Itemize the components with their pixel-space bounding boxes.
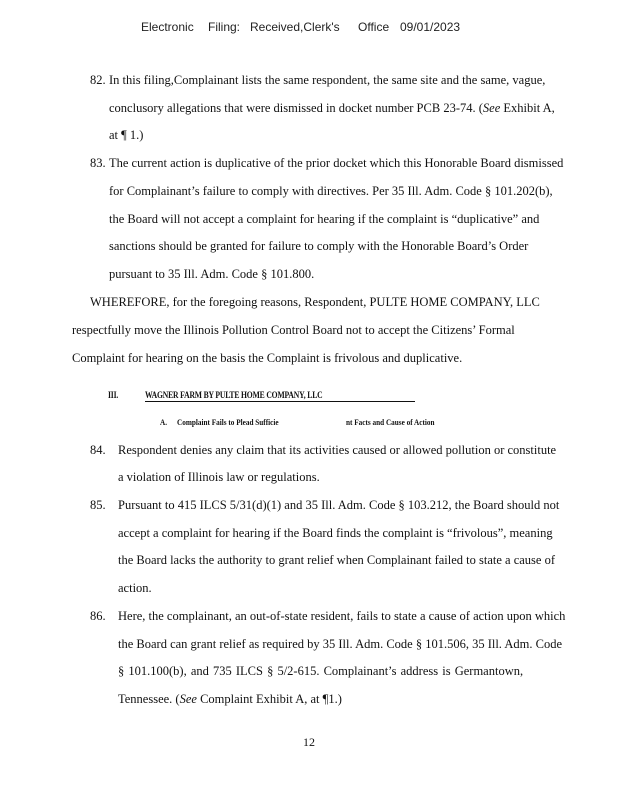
section-numeral: III. [108,390,119,400]
paragraph-line: § 101.100(b), and 735 ILCS § 5/2-615. Complainant’s address is Germantown, [118,664,524,678]
paragraph-line: at ¶ 1.) [109,128,144,142]
paragraph-line: the Board lacks the authority to grant relief when Complainant failed to state a cause of [118,553,556,567]
paragraph-line: the Board can grant relief as required by 35 Ill. Adm. Code § 101.506, 35 Ill. Adm. Code [118,637,563,651]
paragraph-line: sanctions should be granted for failure to comply with the Honorable Board’s Order [109,239,529,253]
header-date: 09/01/2023 [400,20,461,34]
header-office: Office [358,20,390,34]
paragraph-number: 85. [90,498,106,512]
paragraph-line: Pursuant to 415 ILCS 5/31(d)(1) and 35 Ill. Adm. Code § 103.212, the Board should not [118,498,560,512]
paragraph-number: 84. [90,443,106,457]
paragraph-line: pursuant to 35 Ill. Adm. Code § 101.800. [109,267,315,281]
see-signal: See [179,692,197,706]
wherefore-line: WHEREFORE, for the foregoing reasons, Respondent, PULTE HOME COMPANY, LLC [90,295,540,309]
paragraph-line: accept a complaint for hearing if the Board finds the complaint is “frivolous”, meaning [118,526,553,540]
paragraph-number: 86. [90,609,106,623]
paragraph-line: a violation of Illinois law or regulations. [118,470,320,484]
subsection-title-part: nt Facts and Cause of Action [346,417,435,427]
subsection-title-part: Complaint Fails to Plead Sufficie [177,417,279,427]
paragraph-line: In this filing,Complainant lists the same respondent, the same site and the same, vague, [109,73,546,87]
section-title: WAGNER FARM BY PULTE HOME COMPANY, LLC [145,390,323,400]
header-electronic: Electronic [141,20,194,34]
paragraph-line: Tennessee. (See Complaint Exhibit A, at ¶1.) [118,692,342,706]
paragraph-line: Here, the complainant, an out-of-state resident, fails to state a cause of action upon which [118,609,566,623]
header-filing: Filing: [208,20,241,34]
paragraph-number: 82. [90,73,106,87]
paragraph-line: action. [118,581,152,595]
paragraph-number: 83. [90,156,106,170]
paragraph-line: The current action is duplicative of the prior docket which this Honorable Board dismissed [109,156,564,170]
paragraph-line: Respondent denies any claim that its activities caused or allowed pollution or constitute [118,443,557,457]
paragraph-line: the Board will not accept a complaint for hearing if the complaint is “duplicative” and [109,212,540,226]
subsection-letter: A. [160,417,168,427]
wherefore-line: respectfully move the Illinois Pollution Control Board not to accept the Citizens’ Formal [72,323,515,337]
paragraph-line: for Complainant’s failure to comply with directives. Per 35 Ill. Adm. Code § 101.202(b), [109,184,553,198]
paragraph-line: conclusory allegations that were dismissed in docket number PCB 23-74. (See Exhibit A, [109,101,555,115]
header-received: Received,Clerk's [250,20,340,34]
see-signal: See [482,101,501,115]
section-title-underline [145,401,415,402]
wherefore-line: Complaint for hearing on the basis the Complaint is frivolous and duplicative. [72,351,463,365]
page-number: 12 [303,735,315,749]
